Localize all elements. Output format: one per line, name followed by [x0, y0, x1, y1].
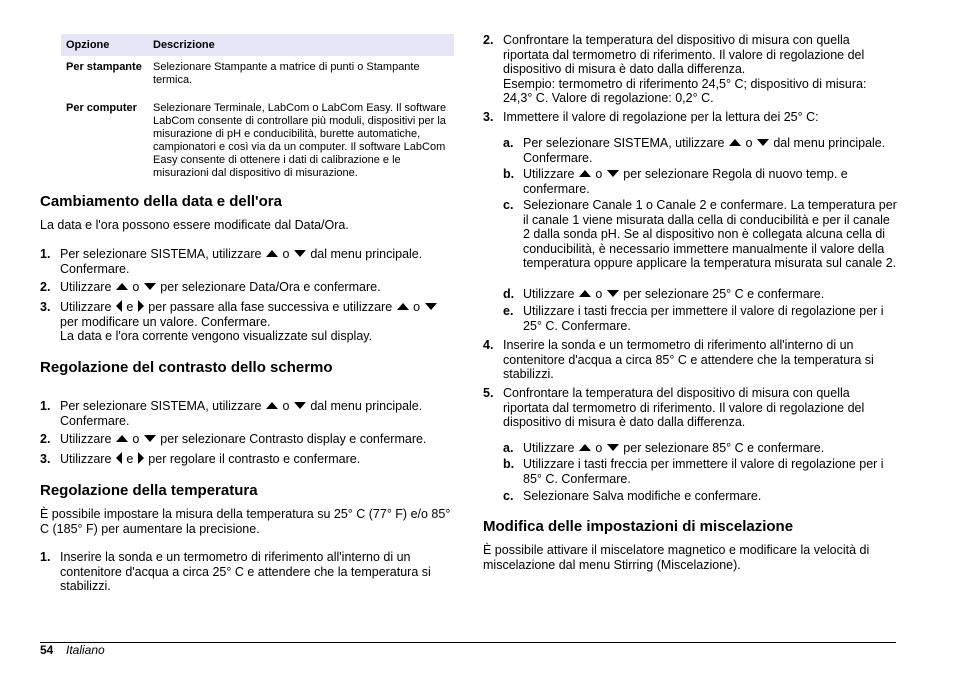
item-number: 1.: [40, 550, 51, 564]
footer-divider: [40, 642, 896, 643]
item-text: Inserire la sonda e un termometro di riferimento all'interno di un contenitore d'acqua a circa 25° C e attendere che la temperatura si stabilizzi.: [60, 550, 431, 594]
page-number: 54: [40, 643, 54, 657]
item-text: Selezionare Salva modifiche e confermare.: [523, 489, 762, 503]
text-part: per modificare un valore. Confermare.: [60, 314, 271, 329]
item-text: [60, 452, 454, 467]
item-text: [60, 432, 454, 447]
item-text: [60, 247, 454, 276]
text-part: Per selezionare SISTEMA, utilizzare: [60, 399, 262, 413]
item-number: 4.: [483, 338, 494, 352]
right-arrow-icon: [138, 300, 144, 312]
table-header-row: [61, 34, 454, 56]
text-part: e: [126, 452, 134, 466]
options-table: [61, 34, 454, 180]
section-intro: È possibile attivare il miscelatore magnetico e modificare la velocità di miscelazione dal menu Stirring (Miscelazione).: [483, 543, 870, 572]
down-arrow-icon: [294, 250, 306, 257]
text-part: dal menu principale. Confermare.: [523, 136, 886, 165]
down-arrow-icon: [757, 139, 769, 146]
section-title-temperature: Regolazione della temperatura: [40, 482, 258, 499]
text-part: Esempio: termometro di riferimento 24,5° C; dispositivo di misura: 24,3° C. Valore di regolazione: 0,2° C.: [503, 76, 867, 106]
text-part: Utilizzare: [60, 432, 112, 446]
up-arrow-icon: [116, 283, 128, 290]
item-letter: d.: [503, 287, 515, 301]
table-cell: Selezionare Stampante a matrice di punti o Stampante termica.: [153, 61, 420, 86]
item-text: [523, 287, 898, 302]
text-part: per selezionare 25° C e confermare.: [623, 287, 825, 301]
text-part: o: [595, 441, 603, 455]
item-letter: a.: [503, 136, 514, 150]
item-letter: b.: [503, 167, 515, 181]
table-row: [61, 94, 454, 180]
text-part: Utilizzare: [60, 300, 112, 314]
item-number: 3.: [40, 452, 51, 466]
table-header: Descrizione: [148, 34, 454, 56]
up-arrow-icon: [579, 170, 591, 177]
item-number: 3.: [40, 300, 51, 314]
table-cell: Per stampante: [66, 61, 142, 73]
item-letter: e.: [503, 304, 514, 318]
item-text: Inserire la sonda e un termometro di riferimento all'interno di un contenitore d'acqua a circa 85° C e attendere che la temperatura si stabilizzi.: [503, 338, 874, 382]
item-letter: a.: [503, 441, 514, 455]
item-letter: c.: [503, 198, 514, 212]
up-arrow-icon: [729, 139, 741, 146]
up-arrow-icon: [579, 444, 591, 451]
right-arrow-icon: [138, 452, 144, 464]
table-header: Opzione: [61, 34, 148, 56]
text-part: Utilizzare: [60, 280, 112, 294]
text-part: Utilizzare: [60, 452, 112, 466]
down-arrow-icon: [425, 303, 437, 310]
down-arrow-icon: [607, 170, 619, 177]
item-text: [523, 167, 898, 196]
down-arrow-icon: [144, 435, 156, 442]
section-title-stirring: Modifica delle impostazioni di miscelazione: [483, 518, 794, 535]
item-text: Utilizzare i tasti freccia per immettere il valore di regolazione per i 25° C. Confermare.: [523, 304, 884, 333]
text-part: per selezionare 85° C e confermare.: [623, 441, 825, 455]
item-text: Selezionare Canale 1 o Canale 2 e confermare. La temperatura per il canale 1 viene misurata dalla cella di conducibilità e per il canale 2 dalla sonda pH. Se al dispositivo non è collegata alcuna cella di conducibilità, è necessario immettere manualmente il valore della temperatura oppure applicare la temperatura misurata sul canale 2.: [523, 198, 897, 271]
item-text: Utilizzare i tasti freccia per immettere il valore di regolazione per i 85° C. Confermare.: [523, 457, 884, 486]
text-part: dal menu principale. Confermare.: [60, 247, 423, 276]
text-part: o: [282, 399, 290, 413]
section-intro: È possibile impostare la misura della temperatura su 25° C (77° F) e/o 85° C (185° F) per aumentare la precisione.: [40, 507, 451, 536]
text-part: La data e l'ora corrente vengono visualizzate sul display.: [60, 329, 373, 344]
item-text: [60, 399, 454, 428]
item-number: 5.: [483, 386, 494, 400]
up-arrow-icon: [579, 290, 591, 297]
item-text: Immettere il valore di regolazione per la lettura dei 25° C:: [503, 110, 819, 124]
item-number: 1.: [40, 399, 51, 413]
section-title-contrast: Regolazione del contrasto dello schermo: [40, 359, 333, 376]
item-text: [60, 280, 454, 295]
up-arrow-icon: [266, 250, 278, 257]
left-arrow-icon: [116, 452, 122, 464]
item-number: 2.: [40, 432, 51, 446]
text-part: per selezionare Regola di nuovo temp. e confermare.: [523, 167, 848, 196]
text-part: per selezionare Contrasto display e confermare.: [160, 432, 427, 446]
text-part: dal menu principale. Confermare.: [60, 399, 423, 428]
down-arrow-icon: [607, 290, 619, 297]
item-letter: b.: [503, 457, 515, 471]
text-part: o: [745, 136, 753, 150]
text-part: o: [595, 167, 603, 181]
text-part: e: [126, 300, 134, 314]
item-text: [523, 136, 898, 165]
up-arrow-icon: [266, 402, 278, 409]
text-part: o: [282, 247, 290, 261]
left-arrow-icon: [116, 300, 122, 312]
item-text: [60, 300, 454, 344]
down-arrow-icon: [294, 402, 306, 409]
text-part: per selezionare Data/Ora e confermare.: [160, 280, 381, 294]
item-text: [523, 441, 898, 456]
text-part: o: [595, 287, 603, 301]
section-title-date-time: Cambiamento della data e dell'ora: [40, 193, 282, 210]
item-number: 2.: [40, 280, 51, 294]
item-number: 1.: [40, 247, 51, 261]
table-cell: Per computer: [66, 102, 137, 114]
up-arrow-icon: [116, 435, 128, 442]
text-part: Utilizzare: [523, 441, 575, 455]
item-letter: c.: [503, 489, 514, 503]
text-part: Per selezionare SISTEMA, utilizzare: [60, 247, 262, 261]
item-text: Confrontare la temperatura del dispositivo di misura con quella riportata dal termometro di riferimento. Il valore di regolazione del dispositivo di misura è dato dalla differenza.: [503, 386, 865, 430]
text-part: Utilizzare: [523, 167, 575, 181]
text-part: o: [132, 432, 140, 446]
down-arrow-icon: [144, 283, 156, 290]
text-part: Confrontare la temperatura del dispositivo di misura con quella riportata dal termometro di riferimento. Il valore di regolazione del dispositivo di misura è dato dalla differenza.: [503, 33, 865, 77]
up-arrow-icon: [397, 303, 409, 310]
footer-language: Italiano: [66, 643, 105, 657]
item-number: 3.: [483, 110, 494, 124]
item-number: 2.: [483, 33, 494, 47]
down-arrow-icon: [607, 444, 619, 451]
text-part: o: [132, 280, 140, 294]
item-text: [503, 33, 898, 106]
table-row: [61, 56, 454, 94]
table-cell: Selezionare Terminale, LabCom o LabCom Easy. Il software LabCom consente di controllare più moduli, dispositivi per la misurazione di pH e conducibilità, burette automatiche, campionatori e così via da un computer. Il software LabCom Easy consente di ottenere i dati di calibrazione e le misurazioni dal dispositivo di misurazione.: [153, 102, 447, 179]
section-intro: La data e l'ora possono essere modificate dal Data/Ora.: [40, 218, 349, 232]
text-part: per passare alla fase successiva e utilizzare: [148, 300, 393, 314]
text-part: per regolare il contrasto e confermare.: [148, 452, 361, 466]
text-part: o: [413, 300, 421, 314]
text-part: Utilizzare: [523, 287, 575, 301]
text-part: Per selezionare SISTEMA, utilizzare: [523, 136, 725, 150]
